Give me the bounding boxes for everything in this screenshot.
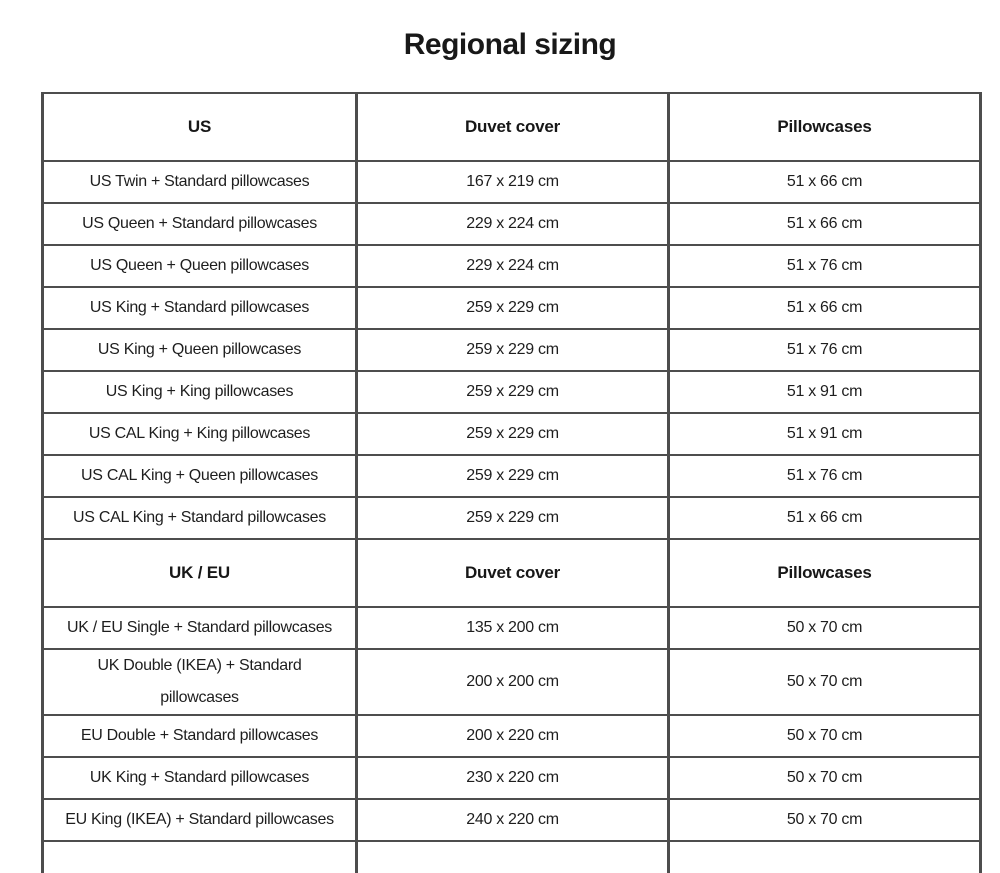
pillow-cell: 51 x 66 cm [669, 287, 981, 329]
regional-sizing-table [41, 92, 982, 873]
pillow-cell: 51 x 66 cm [669, 497, 981, 539]
pillow-cell: 50 x 70 cm [669, 649, 981, 715]
pillow-cell: 50 x 70 cm [669, 715, 981, 757]
duvet-cell: 259 x 229 cm [357, 371, 669, 413]
sizing-table-body [43, 93, 981, 873]
table-row [43, 757, 981, 799]
pillow-cell-empty [669, 841, 981, 873]
size-cell: EU Double + Standard pillowcases [43, 715, 357, 757]
table-row [43, 371, 981, 413]
page-title: Regional sizing [403, 28, 617, 61]
column-header-region: US [43, 93, 357, 161]
header-row [43, 93, 981, 161]
size-cell: UK Double (IKEA) + Standard pillowcases [43, 649, 357, 715]
table-row [43, 287, 981, 329]
size-cell: UK / EU Single + Standard pillowcases [43, 607, 357, 649]
column-header-pillow: Pillowcases [669, 539, 981, 607]
size-cell: US Queen + Queen pillowcases [43, 245, 357, 287]
pillow-cell: 51 x 91 cm [669, 371, 981, 413]
table-row [43, 161, 981, 203]
table-row [43, 497, 981, 539]
pillow-cell: 51 x 76 cm [669, 329, 981, 371]
table-row [43, 413, 981, 455]
column-header-duvet: Duvet cover [357, 93, 669, 161]
size-cell: US King + Queen pillowcases [43, 329, 357, 371]
size-cell: US Twin + Standard pillowcases [43, 161, 357, 203]
size-cell: US CAL King + Queen pillowcases [43, 455, 357, 497]
table-row [43, 649, 981, 715]
table-row [43, 799, 981, 841]
pillow-cell: 51 x 91 cm [669, 413, 981, 455]
column-header-region: UK / EU [43, 539, 357, 607]
size-cell: US CAL King + Standard pillowcases [43, 497, 357, 539]
size-cell: US CAL King + King pillowcases [43, 413, 357, 455]
pillow-cell: 50 x 70 cm [669, 799, 981, 841]
duvet-cell: 240 x 220 cm [357, 799, 669, 841]
table-row-partial [43, 841, 981, 873]
duvet-cell: 259 x 229 cm [357, 329, 669, 371]
size-cell: UK King + Standard pillowcases [43, 757, 357, 799]
duvet-cell: 200 x 200 cm [357, 649, 669, 715]
table-row [43, 607, 981, 649]
pillow-cell: 51 x 76 cm [669, 455, 981, 497]
table-row [43, 245, 981, 287]
pillow-cell: 51 x 76 cm [669, 245, 981, 287]
duvet-cell: 230 x 220 cm [357, 757, 669, 799]
table-row [43, 329, 981, 371]
duvet-cell: 229 x 224 cm [357, 203, 669, 245]
table-row [43, 715, 981, 757]
pillow-cell: 50 x 70 cm [669, 757, 981, 799]
size-cell: EU King (IKEA) + Standard pillowcases [43, 799, 357, 841]
duvet-cell: 135 x 200 cm [357, 607, 669, 649]
header-row [43, 539, 981, 607]
duvet-cell: 200 x 220 cm [357, 715, 669, 757]
duvet-cell: 229 x 224 cm [357, 245, 669, 287]
duvet-cell: 259 x 229 cm [357, 455, 669, 497]
table-row [43, 455, 981, 497]
pillow-cell: 51 x 66 cm [669, 161, 981, 203]
duvet-cell: 259 x 229 cm [357, 287, 669, 329]
column-header-pillow: Pillowcases [669, 93, 981, 161]
column-header-duvet: Duvet cover [357, 539, 669, 607]
pillow-cell: 50 x 70 cm [669, 607, 981, 649]
size-cell: US King + King pillowcases [43, 371, 357, 413]
size-cell: US Queen + Standard pillowcases [43, 203, 357, 245]
duvet-cell-empty [357, 841, 669, 873]
size-cell: US King + Standard pillowcases [43, 287, 357, 329]
duvet-cell: 259 x 229 cm [357, 413, 669, 455]
size-cell-empty [43, 841, 357, 873]
page-container [41, 28, 979, 873]
duvet-cell: 167 x 219 cm [357, 161, 669, 203]
table-row [43, 203, 981, 245]
pillow-cell: 51 x 66 cm [669, 203, 981, 245]
duvet-cell: 259 x 229 cm [357, 497, 669, 539]
